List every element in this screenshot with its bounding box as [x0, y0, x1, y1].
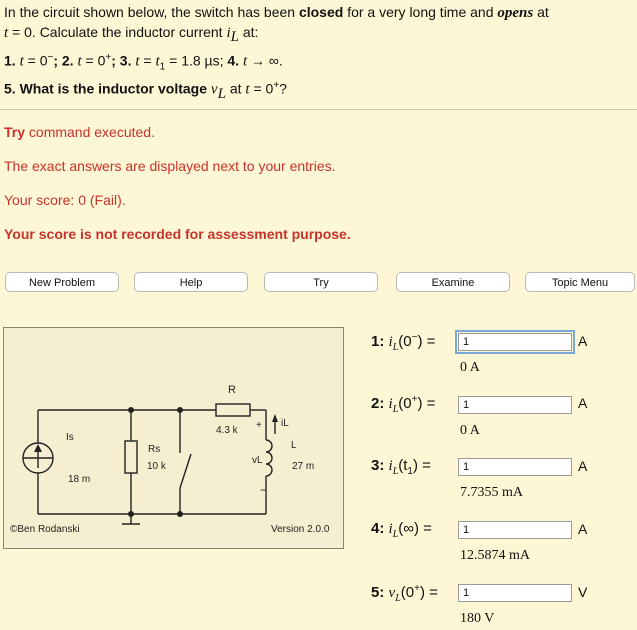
answer-sub: L — [392, 342, 399, 353]
junction-dot — [128, 511, 134, 517]
q-var: t — [77, 53, 82, 70]
source-arrow-icon — [34, 444, 42, 452]
q-var: t — [4, 25, 9, 41]
answer-sub: L — [392, 404, 399, 415]
answer-num: 2: — [371, 395, 389, 412]
answer-sub2: 1 — [407, 466, 413, 477]
label-minus: − — [260, 483, 268, 497]
inductor-coil-icon — [266, 440, 272, 476]
answer-num: 1: — [371, 333, 389, 350]
answer-arg: (t — [398, 457, 408, 474]
q-text: = 1.8 µs; — [165, 52, 228, 69]
new-problem-button[interactable]: New Problem — [5, 272, 119, 292]
feedback-executed-text: command executed. — [25, 124, 155, 140]
answer-4-exact: 12.5874 mA — [460, 548, 530, 563]
q-text: = 0 — [249, 80, 274, 97]
q-var: v — [210, 81, 218, 98]
q-text: In the circuit shown below, the switch has been — [4, 4, 299, 20]
answer-sup: − — [411, 332, 418, 343]
q-text: for a very long time and — [343, 4, 498, 20]
q-part: 5. What is the inductor voltage — [4, 80, 211, 97]
answer-1-exact: 0 A — [460, 360, 480, 375]
answer-4-unit: A — [578, 521, 588, 537]
topic-menu-button[interactable]: Topic Menu — [525, 272, 635, 292]
q-closed: closed — [298, 4, 344, 20]
answer-num: 4: — [371, 520, 389, 537]
answer-sup: + — [414, 583, 420, 594]
answer-sym: i — [388, 334, 393, 350]
try-button[interactable]: Try — [264, 272, 378, 292]
il-arrow-icon — [272, 414, 278, 422]
divider — [0, 109, 637, 110]
answer-num: 5: — [371, 584, 389, 601]
q-var: t — [155, 53, 160, 70]
answer-sub: L — [392, 466, 399, 477]
question-text — [4, 3, 634, 105]
label-rs: Rs — [148, 444, 161, 455]
label-rs-value: 10 k — [147, 461, 166, 472]
answer-end: ) = — [419, 584, 438, 601]
answer-num: 3: — [371, 457, 389, 474]
feedback-try-word: Try — [4, 124, 26, 140]
answer-2-exact: 0 A — [460, 423, 480, 438]
q-part: ; 2. — [53, 52, 78, 69]
label-is: Is — [66, 432, 74, 443]
answer-3-input[interactable]: 1 — [458, 458, 572, 476]
resistor-rs-icon — [125, 441, 137, 473]
circuit-diagram — [3, 327, 344, 549]
label-r-value: 4.3 k — [216, 425, 238, 436]
junction-dot — [128, 407, 134, 413]
help-button[interactable]: Help — [134, 272, 248, 292]
label-l: L — [291, 440, 297, 451]
label-il: iL — [281, 418, 289, 429]
answer-2-label — [371, 394, 435, 415]
answer-arg: (∞ — [398, 520, 414, 537]
answer-1-unit: A — [578, 333, 588, 349]
q-text: = 0. Calculate the inductor current — [8, 24, 227, 40]
q-var: t — [245, 81, 250, 98]
answer-end: ) = — [412, 457, 431, 474]
q-var: t — [19, 53, 24, 70]
answer-5-exact: 180 V — [460, 611, 495, 626]
q-sup: + — [273, 80, 280, 92]
label-is-value: 18 m — [68, 474, 91, 485]
question-line-3 — [4, 48, 634, 76]
answer-sym: i — [388, 458, 393, 474]
answer-3-label — [371, 457, 431, 477]
q-var: t — [242, 53, 248, 70]
answer-4-label — [371, 520, 432, 540]
q-text: at — [225, 80, 246, 97]
q-sup: − — [47, 51, 54, 63]
resistor-r-icon — [216, 404, 250, 416]
answer-sym: i — [388, 396, 393, 412]
q-text: ? — [279, 80, 287, 97]
feedback-exact: The exact answers are displayed next to your entries. — [4, 158, 336, 174]
copyright-text: ©Ben Rodanski — [10, 524, 80, 535]
answer-arg: (0 — [398, 395, 412, 412]
label-plus: + — [256, 420, 262, 431]
answer-3-unit: A — [578, 458, 588, 474]
answer-sub: L — [395, 593, 401, 604]
q-opens: opens — [497, 5, 534, 21]
label-l-value: 27 m — [292, 461, 315, 472]
answer-sub: L — [392, 529, 399, 540]
label-r: R — [228, 384, 236, 396]
q-text: → ∞. — [247, 52, 283, 69]
question-line-1 — [4, 3, 634, 23]
q-sup: + — [105, 51, 112, 63]
q-var: i — [226, 25, 231, 41]
answer-2-input[interactable]: 1 — [458, 396, 572, 414]
answer-sym: v — [388, 585, 396, 601]
q-part: 1. — [4, 52, 20, 69]
answer-5-unit: V — [578, 584, 588, 600]
q-sub: L — [217, 85, 226, 102]
junction-dot — [177, 511, 183, 517]
q-part: ; 3. — [111, 52, 136, 69]
q-sub: 1 — [159, 61, 166, 73]
answer-1-input[interactable]: 1 — [458, 333, 572, 351]
q-text: at: — [238, 24, 259, 40]
answer-5-label — [371, 583, 438, 604]
q-text: = 0 — [81, 52, 106, 69]
version-text: Version 2.0.0 — [271, 524, 330, 535]
feedback-executed — [4, 124, 155, 140]
q-text: at — [533, 4, 549, 20]
feedback-not-recorded: Your score is not recorded for assessment purpose. — [4, 226, 351, 242]
feedback-score: Your score: 0 (Fail). — [4, 192, 126, 208]
answer-sup: + — [411, 394, 418, 405]
circuit-schematic — [4, 328, 343, 548]
answer-5-input[interactable]: 1 — [458, 584, 572, 602]
switch-blade-icon — [180, 454, 191, 488]
answer-sym: i — [388, 521, 393, 537]
answer-end: ) = — [417, 395, 436, 412]
answer-end: ) = — [413, 520, 432, 537]
q-part: 4. — [227, 52, 243, 69]
answer-2-unit: A — [578, 395, 588, 411]
answer-3-exact: 7.7355 mA — [460, 485, 523, 500]
label-vl: vL — [252, 455, 263, 466]
examine-button[interactable]: Examine — [396, 272, 510, 292]
answer-end: ) = — [417, 333, 436, 350]
answer-arg: (0 — [398, 333, 412, 350]
answer-1-label — [371, 332, 435, 353]
q-text: = — [139, 52, 156, 69]
q-sub: L — [230, 28, 239, 45]
question-line-4 — [4, 76, 634, 104]
answer-arg: (0 — [400, 584, 415, 601]
answer-4-input[interactable]: 1 — [458, 521, 572, 539]
junction-dot — [177, 407, 183, 413]
q-text: = 0 — [23, 52, 48, 69]
question-line-2 — [4, 23, 634, 48]
q-var: t — [135, 53, 140, 70]
